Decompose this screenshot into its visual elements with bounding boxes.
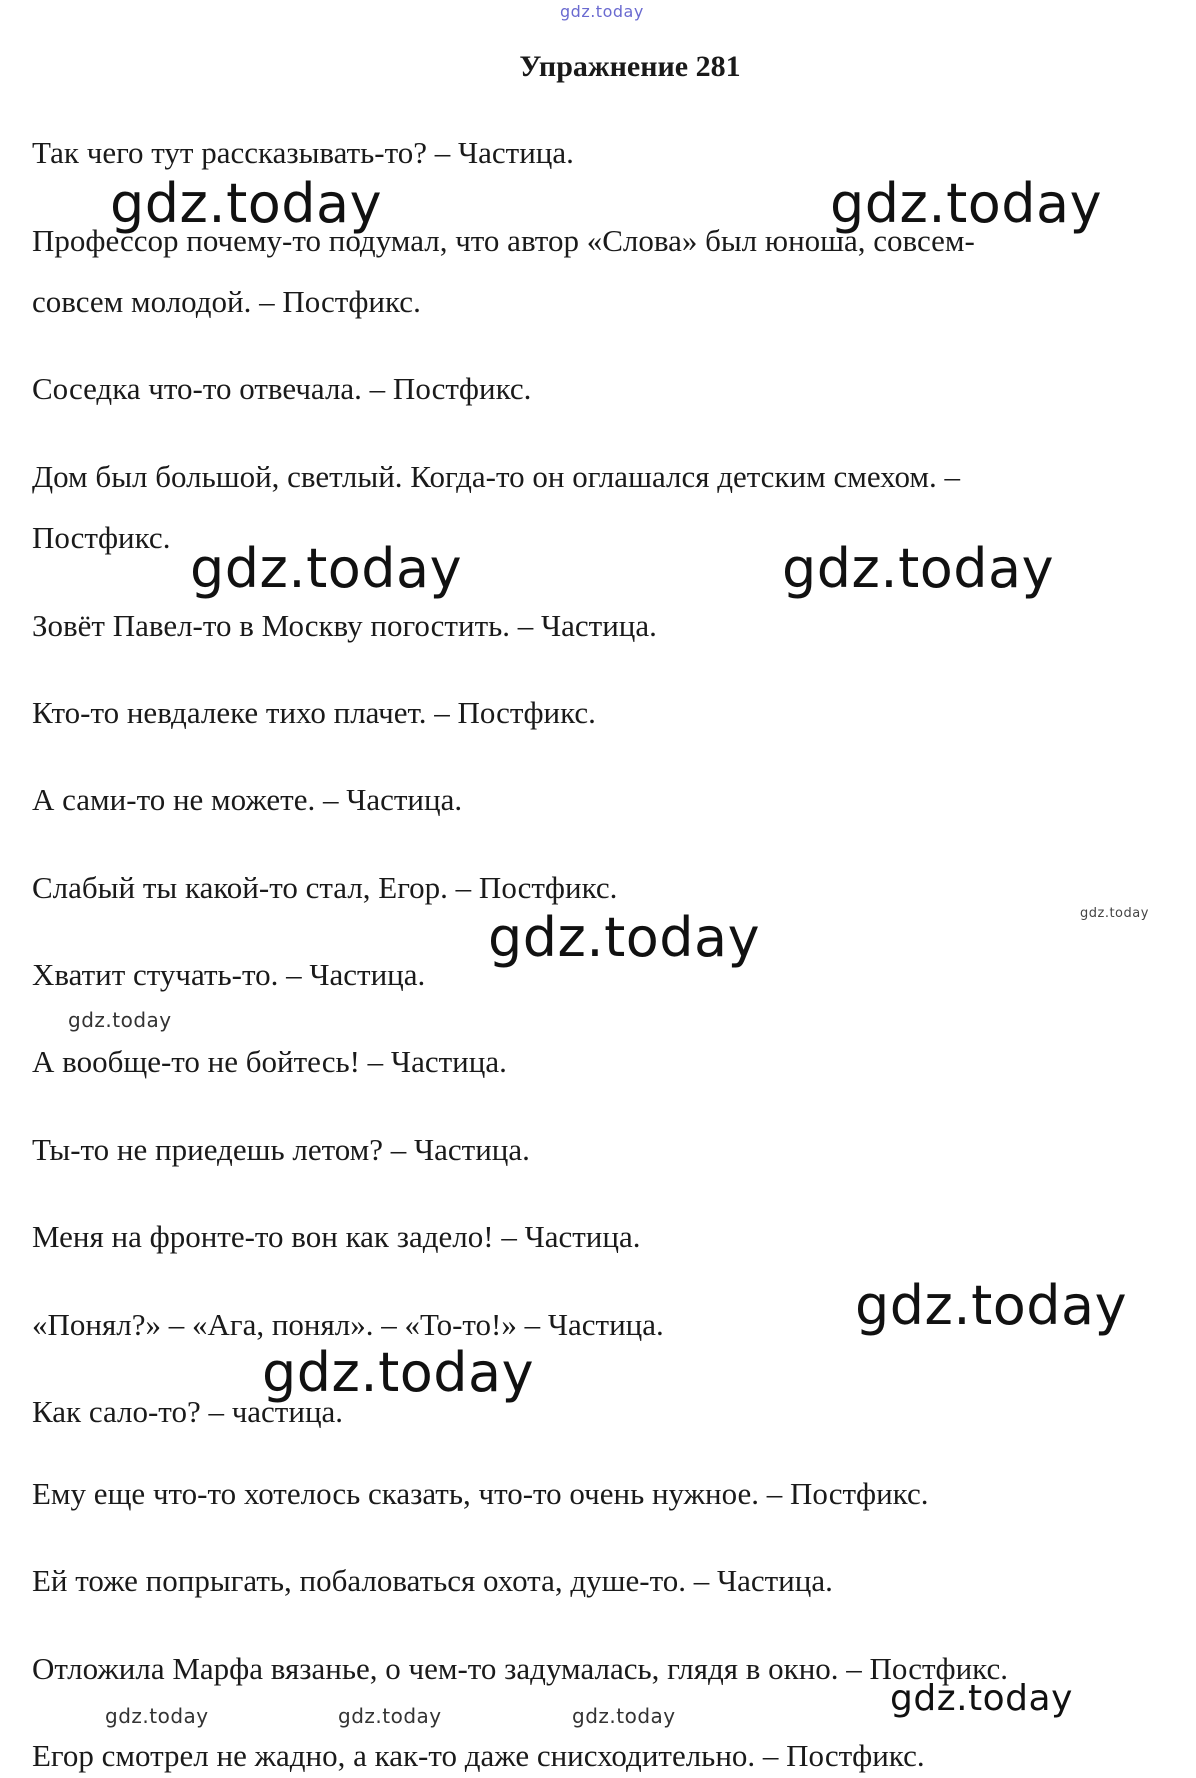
text-line-7: Зовёт Павел-то в Москву погостить. – Частица.: [32, 608, 657, 643]
text-line-20: Егор смотрел не жадно, а как-то даже снисходительно. – Постфикс.: [32, 1738, 925, 1773]
watermark: gdz.today: [488, 906, 761, 969]
watermark: gdz.today: [572, 1704, 676, 1728]
text-line-9: А сами-то не можете. – Частица.: [32, 782, 463, 817]
text-line-14: Меня на фронте-то вон как задело! – Частица.: [32, 1219, 641, 1254]
page-title: Упражнение 281: [519, 50, 741, 83]
watermark: gdz.today: [190, 537, 463, 600]
watermark: gdz.today: [110, 172, 383, 235]
watermark: gdz.today: [262, 1341, 535, 1404]
text-line-10: Слабый ты какой-то стал, Егор. – Постфикс.: [32, 870, 618, 905]
text-line-15: «Понял?» – «Ага, понял». – «То-то!» – Частица.: [32, 1307, 664, 1342]
watermark: gdz.today: [782, 537, 1055, 600]
text-line-4: Соседка что-то отвечала. – Постфикс.: [32, 371, 532, 406]
text-line-5: Дом был большой, светлый. Когда-то он оглашался детским смехом. –: [32, 459, 961, 494]
text-line-2: Профессор почему-то подумал, что автор «Слова» был юноша, совсем-: [32, 223, 975, 258]
text-line-1: Так чего тут рассказывать-то? – Частица.: [32, 135, 574, 170]
text-line-12: А вообще-то не бойтесь! – Частица.: [32, 1044, 507, 1079]
watermark: gdz.today: [68, 1008, 172, 1032]
text-line-11: Хватит стучать-то. – Частица.: [32, 957, 426, 992]
watermark: gdz.today: [1080, 906, 1149, 921]
text-line-3: совсем молодой. – Постфикс.: [32, 284, 421, 319]
text-line-18: Ей тоже попрыгать, побаловаться охота, душе-то. – Частица.: [32, 1563, 833, 1598]
text-line-13: Ты-то не приедешь летом? – Частица.: [32, 1132, 530, 1167]
text-line-16: Как сало-то? – частица.: [32, 1394, 344, 1429]
watermark: gdz.today: [338, 1704, 442, 1728]
text-line-19: Отложила Марфа вязанье, о чем-то задумалась, глядя в окно. – Постфикс.: [32, 1651, 1008, 1686]
text-line-8: Кто-то невдалеке тихо плачет. – Постфикс.: [32, 695, 596, 730]
watermark-top: gdz.today: [560, 2, 644, 21]
text-line-6: Постфикс.: [32, 520, 171, 555]
watermark: gdz.today: [105, 1704, 209, 1728]
watermark: gdz.today: [830, 172, 1103, 235]
watermark: gdz.today: [855, 1274, 1128, 1337]
watermark: gdz.today: [890, 1678, 1073, 1719]
text-line-17: Ему еще что-то хотелось сказать, что-то очень нужное. – Постфикс.: [32, 1476, 929, 1511]
